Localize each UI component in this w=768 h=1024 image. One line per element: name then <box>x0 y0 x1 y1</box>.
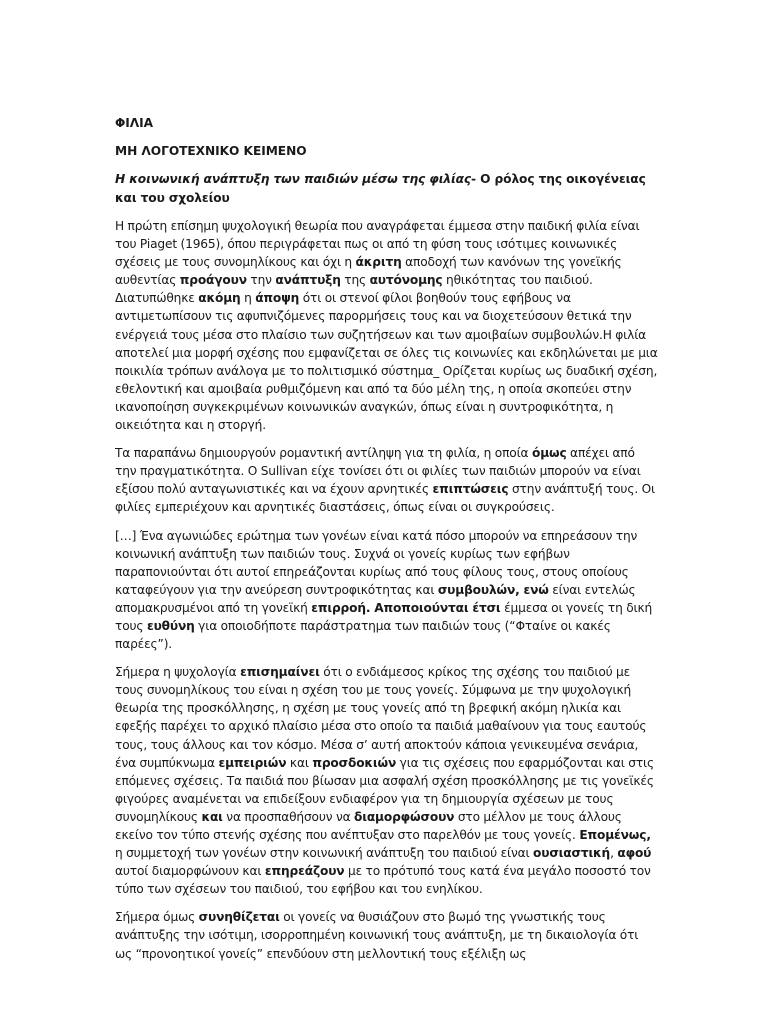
paragraph <box>115 444 658 516</box>
text-run: , <box>610 846 618 861</box>
subtitle-rest: - Ο ρόλος της οικογένειας και του σχολείου <box>115 172 646 205</box>
text-run: αποδοχή των κανόνων της γονεϊκής αυθεντίας <box>115 255 622 288</box>
subtitle-italic: Η κοινωνική ανάπτυξη των παιδιών μέσω της φιλίας <box>115 172 472 186</box>
text-run: την <box>246 273 276 288</box>
emphasis-text: ανάπτυξη <box>275 273 341 288</box>
emphasis-text: άκριτη <box>355 255 402 270</box>
emphasis-text: αυτόνομης <box>369 273 443 288</box>
emphasis-text: συμβουλών, ενώ <box>437 582 549 597</box>
text-run: Τα παραπάνω δημιουργούν ρομαντική αντίληψη για τη φιλία, η οποία <box>115 446 532 461</box>
emphasis-text: επισημαίνει <box>240 665 320 680</box>
text-run: έμμεσα οι γονείς τη δική τους <box>115 600 653 633</box>
text-run: οι γονείς να θυσιάζουν στο βωμό της γνωστικής τους ανάπτυξης την ισότιμη, ισορροπημένη κοινωνική τους ανάπτυξη, με τη δικαιολογία ότι ως “προνοητικοί γονείς” επενδύουν στη μελλοντική τους εξέλιξη ως <box>115 910 639 961</box>
text-run: ότι οι στενοί φίλοι βοηθούν τους εφήβους να αντιμετωπίσουν τις αφυπνιζόμενες παρορμήσεις τους και να διοχετεύσουν θετικά την ενέργειά τους μέσα στο πλαίσιο των συζητήσεων και των αμοιβαίων συμβουλών.Η φιλία αποτελεί μια μορφή σχέσης που εμφανίζεται σε όλες τις κοινωνίες και εκδηλώνεται με μια ποικιλία τρόπων ανάλογα με το πολιτισμικό σύστημα_ Ορίζεται κυρίως ως δυαδική σχέση, εθελοντική και αμοιβαία ρυθμιζόμενη και από τα δύο μέλη της, η οποία σκοπεύει στην ικανοποίηση συγκεκριμένων κοινωνικών αναγκών, όπως είναι η συντροφικότητα, η οικειότητα και η στοργή. <box>115 291 658 433</box>
text-run: αυτοί διαμορφώνουν και <box>115 864 265 879</box>
text-run: με το πρότυπό τους κατά ένα μεγάλο ποσοστό τον τύπο των σχέσεων του παιδιού, του εφήβου και του ενηλίκου. <box>115 864 651 897</box>
emphasis-text: επηρεάζουν <box>264 864 345 879</box>
paragraph <box>115 527 658 654</box>
emphasis-text: ουσιαστική <box>533 846 611 861</box>
article-subtitle <box>115 170 658 207</box>
text-run: Η πρώτη επίσημη ψυχολογική θεωρία που αναγράφεται έμμεσα στην παιδική φιλία είναι του Piaget (1965), όπου περιγράφεται πως οι από τη φύση τους ισότιμες κοινωνικές σχέσεις με τους συνομηλίκους και όχι η <box>115 219 640 270</box>
text-run: για τις σχέσεις που εφαρμόζονται και στις επόμενες σχέσεις. Τα παιδιά που βίωσαν μια ασφαλή σχέση προσκόλλησης με τις γονεϊκές φιγούρες αναμένεται να επιδείξουν ενδιαφέρον για τη δημιουργία σχέσεων με τους συνομηλίκους <box>115 755 654 824</box>
text-run: στην ανάπτυξή τους. Οι φιλίες εμπεριέχουν και αρνητικές διαστάσεις, όπως είναι οι συγκρούσεις. <box>115 482 656 515</box>
body-text <box>115 217 658 963</box>
emphasis-text: επιπτώσεις <box>432 482 509 497</box>
emphasis-text: επιρροή. Αποποιούνται έτσι <box>311 600 501 615</box>
emphasis-text: ευθύνη <box>146 618 195 633</box>
text-run: ηθικότητας του παιδιού. Διατυπώθηκε <box>115 273 593 306</box>
emphasis-text: άποψη <box>255 291 300 306</box>
paragraph <box>115 663 658 898</box>
emphasis-text: και <box>201 809 223 824</box>
emphasis-text: εμπειριών <box>218 755 287 770</box>
document-title: ΦΙΛΙΑ <box>115 116 154 130</box>
text-run: της <box>340 273 370 288</box>
emphasis-text: όμως <box>531 446 567 461</box>
text-run: και <box>286 755 313 770</box>
text-run: […] Ένα αγωνιώδες ερώτημα των γονέων είναι κατά πόσο μπορούν να επηρεάσουν την κοινωνική ανάπτυξη των παιδιών τους. Συχνά οι γονείς κυρίως των εφήβων παραπονιούνται ότι αυτοί επηρεάζονται κυρίως από τους φίλους τους, στους οποίους καταφεύγουν για την ανεύρεση συντροφικότητας και <box>115 528 638 597</box>
text-run: να προσπαθήσουν να <box>222 809 355 824</box>
paragraph <box>115 908 658 962</box>
text-run: Σήμερα όμως <box>115 910 199 925</box>
emphasis-text: Επομένως, <box>579 828 651 842</box>
text-run: για οποιοδήποτε παράστρατημα των παιδιών τους (“Φταίνε οι κακές παρέες”). <box>115 618 611 652</box>
emphasis-text: αφού <box>617 846 652 861</box>
text-run: η <box>240 291 256 306</box>
emphasis-text: ακόμη <box>198 291 241 306</box>
emphasis-text: προσδοκιών <box>312 755 397 770</box>
text-run: η συμμετοχή των γονέων στην κοινωνική ανάπτυξη του παιδιού είναι <box>115 846 534 861</box>
text-run: στο μέλλον με τους άλλους εκείνο τον τύπο στενής σχέσης που ανέπτυξαν στο παρελθόν με τους γονείς. <box>115 809 622 842</box>
emphasis-text: διαμορφώσουν <box>354 809 455 824</box>
emphasis-text: συνηθίζεται <box>198 910 280 925</box>
document-category: ΜΗ ΛΟΓΟΤΕΧΝΙΚΟ ΚΕΙΜΕΝΟ <box>115 144 307 158</box>
text-run: απέχει από την πραγματικότητα. Ο Sullivan είχε τονίσει ότι οι φιλίες των παιδιών μπορούν να είναι εξίσου πολύ ανταγωνιστικές και να έχουν αρνητικές <box>115 446 641 497</box>
text-run: είναι εντελώς απομακρυσμένοι από τη γονεϊκή <box>115 582 636 615</box>
text-run: Σήμερα η ψυχολογία <box>115 665 241 680</box>
emphasis-text: προάγουν <box>179 273 247 288</box>
paragraph <box>115 217 658 434</box>
text-run: ότι ο ενδιάμεσος κρίκος της σχέσης του παιδιού με τους συνομηλίκους του είναι η σχέση του με τους γονείς. Σύμφωνα με την ψυχολογική θεωρία της προσκόλλησης, η σχέση με τους γονείς από τη βρεφική ακόμη ηλικία και εφεξής παρέχει το αρχικό πλαίσιο μέσα στο οποίο τα παιδιά μαθαίνουν για τους εαυτούς τους, τους άλλους και τον κόσμο. Μέσα σ’ αυτή αποκτούν κάποια γενικευμένα σενάρια, ένα συμπύκνωμα <box>115 665 647 770</box>
